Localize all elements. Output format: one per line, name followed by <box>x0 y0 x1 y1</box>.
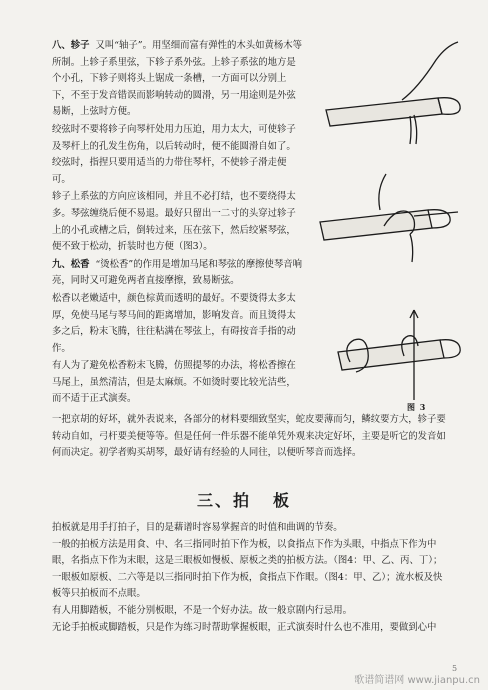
section-9-paragraph <box>52 257 302 290</box>
heading-char-2: 板 <box>273 491 292 510</box>
peg-drawing-2 <box>320 174 458 262</box>
lower-paragraph-4: 无论手拍板或脚踏板，只是作为练习时帮助掌握板眼，正式演奏时什么也不准用，要做到心中 <box>52 621 437 633</box>
section-9-text: “烫松香”的作用是增加马尾和琴弦的摩擦使琴音响亮，同时又可避免两者直接摩擦，致易断弦。 <box>52 258 302 287</box>
section-8-paragraph <box>52 38 302 121</box>
lower-paragraph-3: 有人用脚踏板，不能分别板眼，不是一个好办法。故一般京剧内行忌用。 <box>52 604 353 616</box>
paragraph-5: 松香以老嫩适中，颜色棕黄而透明的最好。不要烫得太多太厚，免使马尾与琴马间的距离增加，影响发音。而且烫得太多之后，粉末飞腾，往往粘满在琴弦上，有碍按音手指的动作。 <box>52 292 296 354</box>
upper-text-column <box>52 38 302 408</box>
heading-number: 三、 <box>196 491 233 510</box>
heading-char-1: 拍 <box>232 491 251 510</box>
section-9-title: 九、松香 <box>52 258 90 270</box>
paragraph-2: 绞弦时不要将轸子向琴杆处用力压迫，用力太大，可使轸子及琴杆上的孔发生伤角，以后转动时，便不能圆滑自如了。绞弦时，指捏只要用适当的力带住琴杆，不使轸子滑走便可。 <box>52 123 296 185</box>
section-heading <box>0 488 488 511</box>
lower-paragraph-1: 拍板就是用手打拍子，目的是藉谱时容易掌握音的时值和曲调的节奏。 <box>52 522 343 533</box>
figure-caption: 图 3 <box>407 402 427 412</box>
lower-paragraph-2: 一般的拍板方法是用食、中、名三指同时拍下作为板，以食指点下作为头眼，中指点下作为中眼，名指点下作为末眼，这是三眼板如慢板、原板之类的拍板方法。（图4：甲、乙、丙、丁）；一眼板如原板、二六等是以三指同时拍下作为板，食指点下作眼。（图4：甲、乙）；流水板及快板等只拍板而不点眼。 <box>52 538 443 600</box>
paragraph-6: 有人为了避免松香粉末飞腾，仿照提琴的办法，将松香擦在马尾上，虽然清洁，但是太麻烦。不如烫时要比较光洁些，而不适于正式演奏。 <box>52 360 296 405</box>
paragraph-7: 一把京胡的好坏，就外表说来，各部分的材料要细致坚实，蛇皮要薄而匀，鳞纹要方大，轸子要转动自如，弓杆要美便等等。但是任何一件乐器不能单凭外观来决定好坏，主要是听它的发音如何而决定。初学者购买胡琴，最好请有经验的人同往，以便听琴音而选择。 <box>52 414 446 459</box>
page-number: 5 <box>452 664 458 673</box>
section-8-title: 八、轸子 <box>52 40 90 51</box>
lower-text-block <box>52 520 450 636</box>
peg-drawing-3 <box>338 310 460 400</box>
site-watermark: 歌谱简谱网 www.jianpu.cn <box>354 675 480 686</box>
peg-drawing-1 <box>326 42 460 144</box>
full-width-paragraph <box>52 412 450 462</box>
section-8-text: 又叫“轴子”。用坚细而富有弹性的木头如黄杨木等所制。上轸子系里弦，下轸子系外弦。上轸子系弦的地方是个小孔，下轸子则将头上锯成一条槽，一方面可以分别上下，不至于发音错误而影响转动的圆滑，另一用途则是外弦易断，上弦时方便。 <box>52 40 302 118</box>
figure-3-illustration <box>318 40 468 420</box>
paragraph-3: 轸子上系弦的方向应该相同，并且不必打结，也不要绕得太多。琴弦缠绕后便不易退。最好只留出一二寸的头穿过轸子上的小孔或槽之后，倒转过来，压在弦下，然后绞紧琴弦，便不致于松动，折装时也方便（图3）。 <box>52 191 296 253</box>
